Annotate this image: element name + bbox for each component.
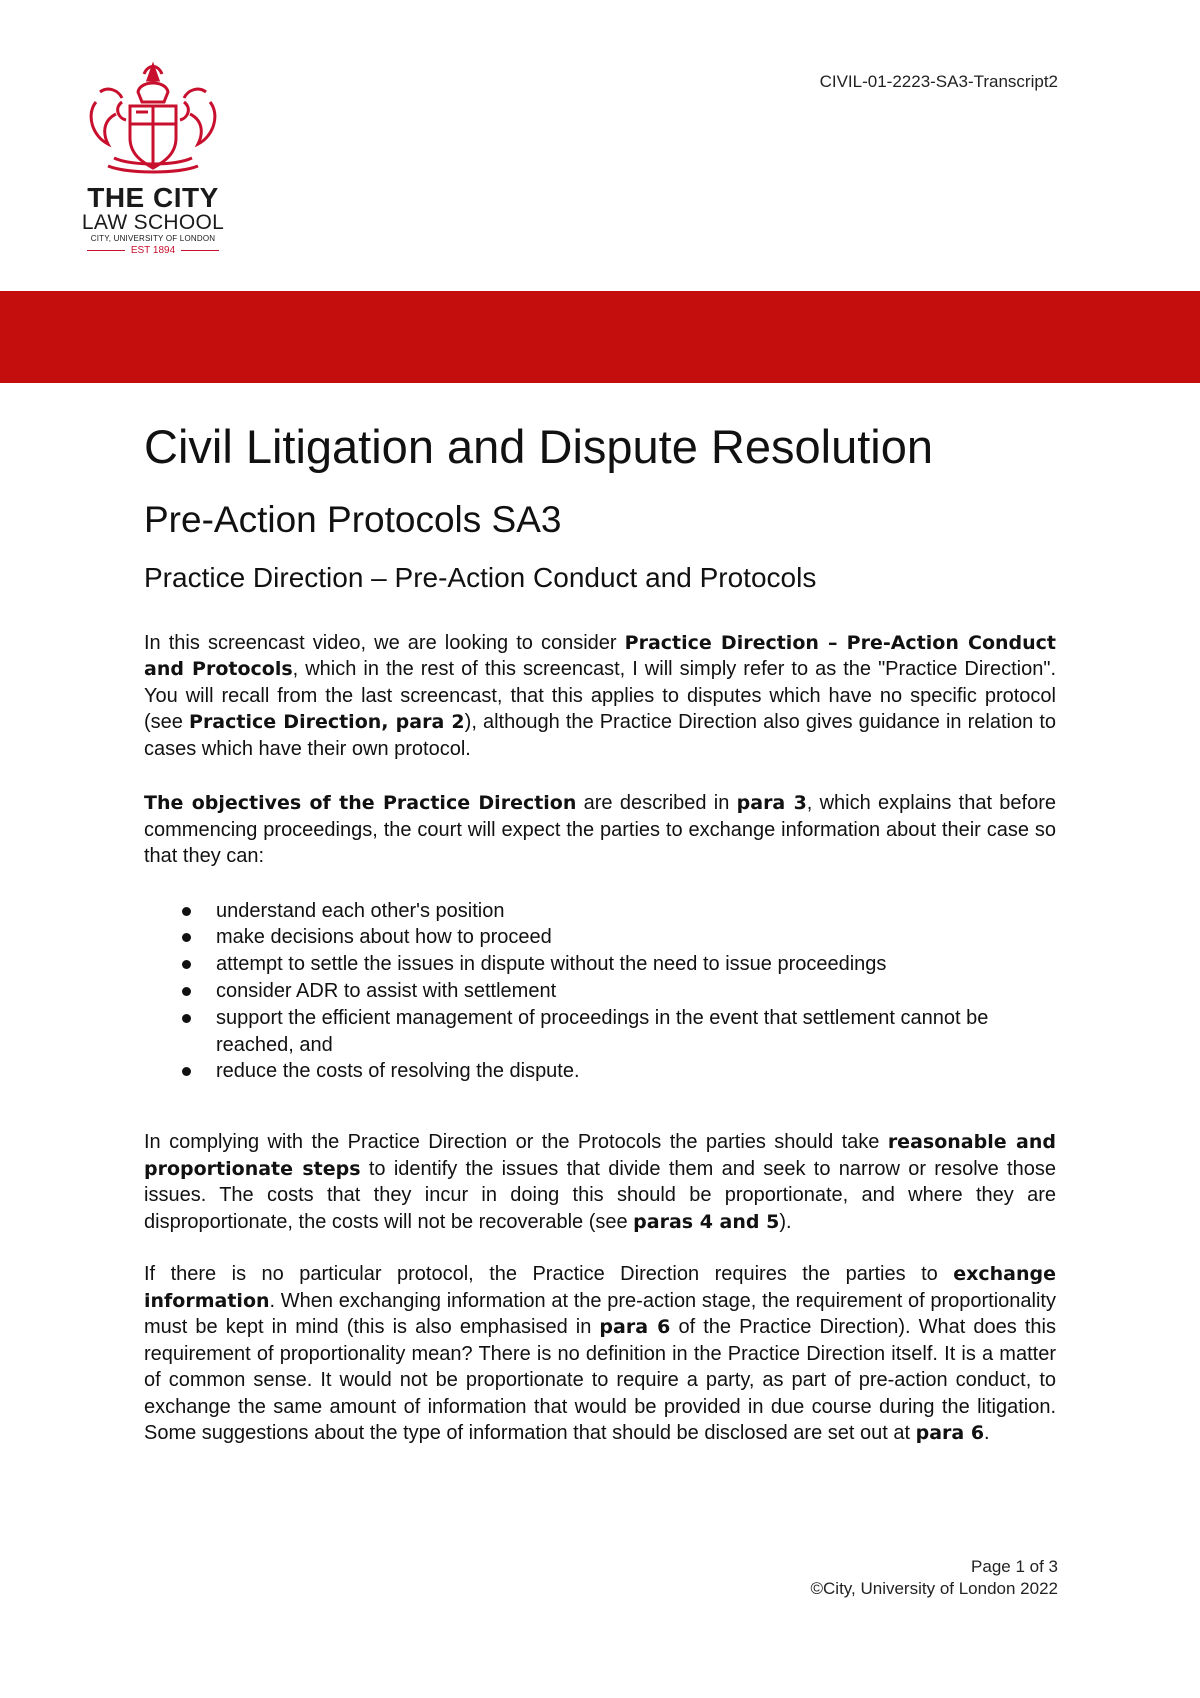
document-title: Civil Litigation and Dispute Resolution bbox=[144, 420, 933, 473]
bullet-icon bbox=[182, 1014, 191, 1023]
bullet-icon bbox=[182, 987, 191, 996]
logo-est-year: EST 1894 bbox=[78, 246, 228, 256]
page-footer bbox=[810, 1556, 1058, 1600]
bullet-icon bbox=[182, 1067, 191, 1076]
document-body bbox=[144, 420, 1056, 1447]
paragraph-exchange-information: If there is no particular protocol, the Practice Direction requires the parties to exchange information. When exchanging information at the pre-action stage, the requirement of proportionality must be kept in mind (this is also emphasised in para 6 of the Practice Direction). What does this requirement of proportionality mean? There is no definition in the Practice Direction itself. It is a matter of common sense. It would not be proportionate to require a party, as part of pre-action conduct, to exchange the same amount of information that would be provided in due course during the litigation. Some suggestions about the type of information that should be disclosed are set out at para 6. bbox=[144, 1263, 1056, 1445]
list-item: understand each other's position bbox=[216, 898, 1056, 925]
bullet-icon bbox=[182, 960, 191, 969]
list-item: make decisions about how to proceed bbox=[216, 924, 1056, 951]
city-law-school-logo bbox=[78, 62, 228, 262]
document-subtitle: Pre-Action Protocols SA3 bbox=[144, 499, 562, 541]
list-item: reduce the costs of resolving the dispute. bbox=[216, 1058, 1056, 1085]
paragraph-objectives: The objectives of the Practice Direction are described in para 3, which explains that before commencing proceedings, the court will expect the parties to exchange information about their case so that they can: bbox=[144, 792, 1056, 868]
logo-line-university: CITY, UNIVERSITY OF LONDON bbox=[90, 234, 216, 243]
list-item: support the efficient management of proceedings in the event that settlement cannot be reached, and bbox=[216, 1005, 1056, 1059]
objectives-list bbox=[144, 898, 1056, 1086]
crest-icon bbox=[78, 62, 228, 180]
list-item: consider ADR to assist with settlement bbox=[216, 978, 1056, 1005]
paragraph-intro: In this screencast video, we are looking to consider Practice Direction – Pre-Action Conduct and Protocols, which in the rest of this screencast, I will simply refer to as the "Practice Direction". You will recall from the last screencast, that this applies to disputes which have no specific protocol (see Practice Direction, para 2), although the Practice Direction also gives guidance in relation to cases which have their own protocol. bbox=[144, 631, 1057, 760]
logo-line-the-city: THE CITY bbox=[87, 182, 219, 213]
bullet-icon bbox=[182, 933, 191, 942]
list-item: attempt to settle the issues in dispute without the need to issue proceedings bbox=[216, 951, 1056, 978]
document-reference: CIVIL-01-2223-SA3-Transcript2 bbox=[819, 72, 1058, 91]
page-number: Page 1 of 3 bbox=[971, 1557, 1058, 1576]
red-header-band bbox=[0, 291, 1200, 383]
logo-line-law-school: LAW SCHOOL bbox=[81, 211, 225, 234]
paragraph-reasonable-steps: In complying with the Practice Direction or the Protocols the parties should take reasonable and proportionate steps to identify the issues that divide them and seek to narrow or resolve those issues. The costs that they incur in doing this should be proportionate, and where they are disproportionate, the costs will not be recoverable (see paras 4 and 5). bbox=[144, 1131, 1056, 1233]
section-heading: Practice Direction – Pre-Action Conduct and Protocols bbox=[144, 561, 817, 593]
bullet-icon bbox=[182, 907, 191, 916]
copyright-notice: ©City, University of London 2022 bbox=[810, 1579, 1058, 1598]
